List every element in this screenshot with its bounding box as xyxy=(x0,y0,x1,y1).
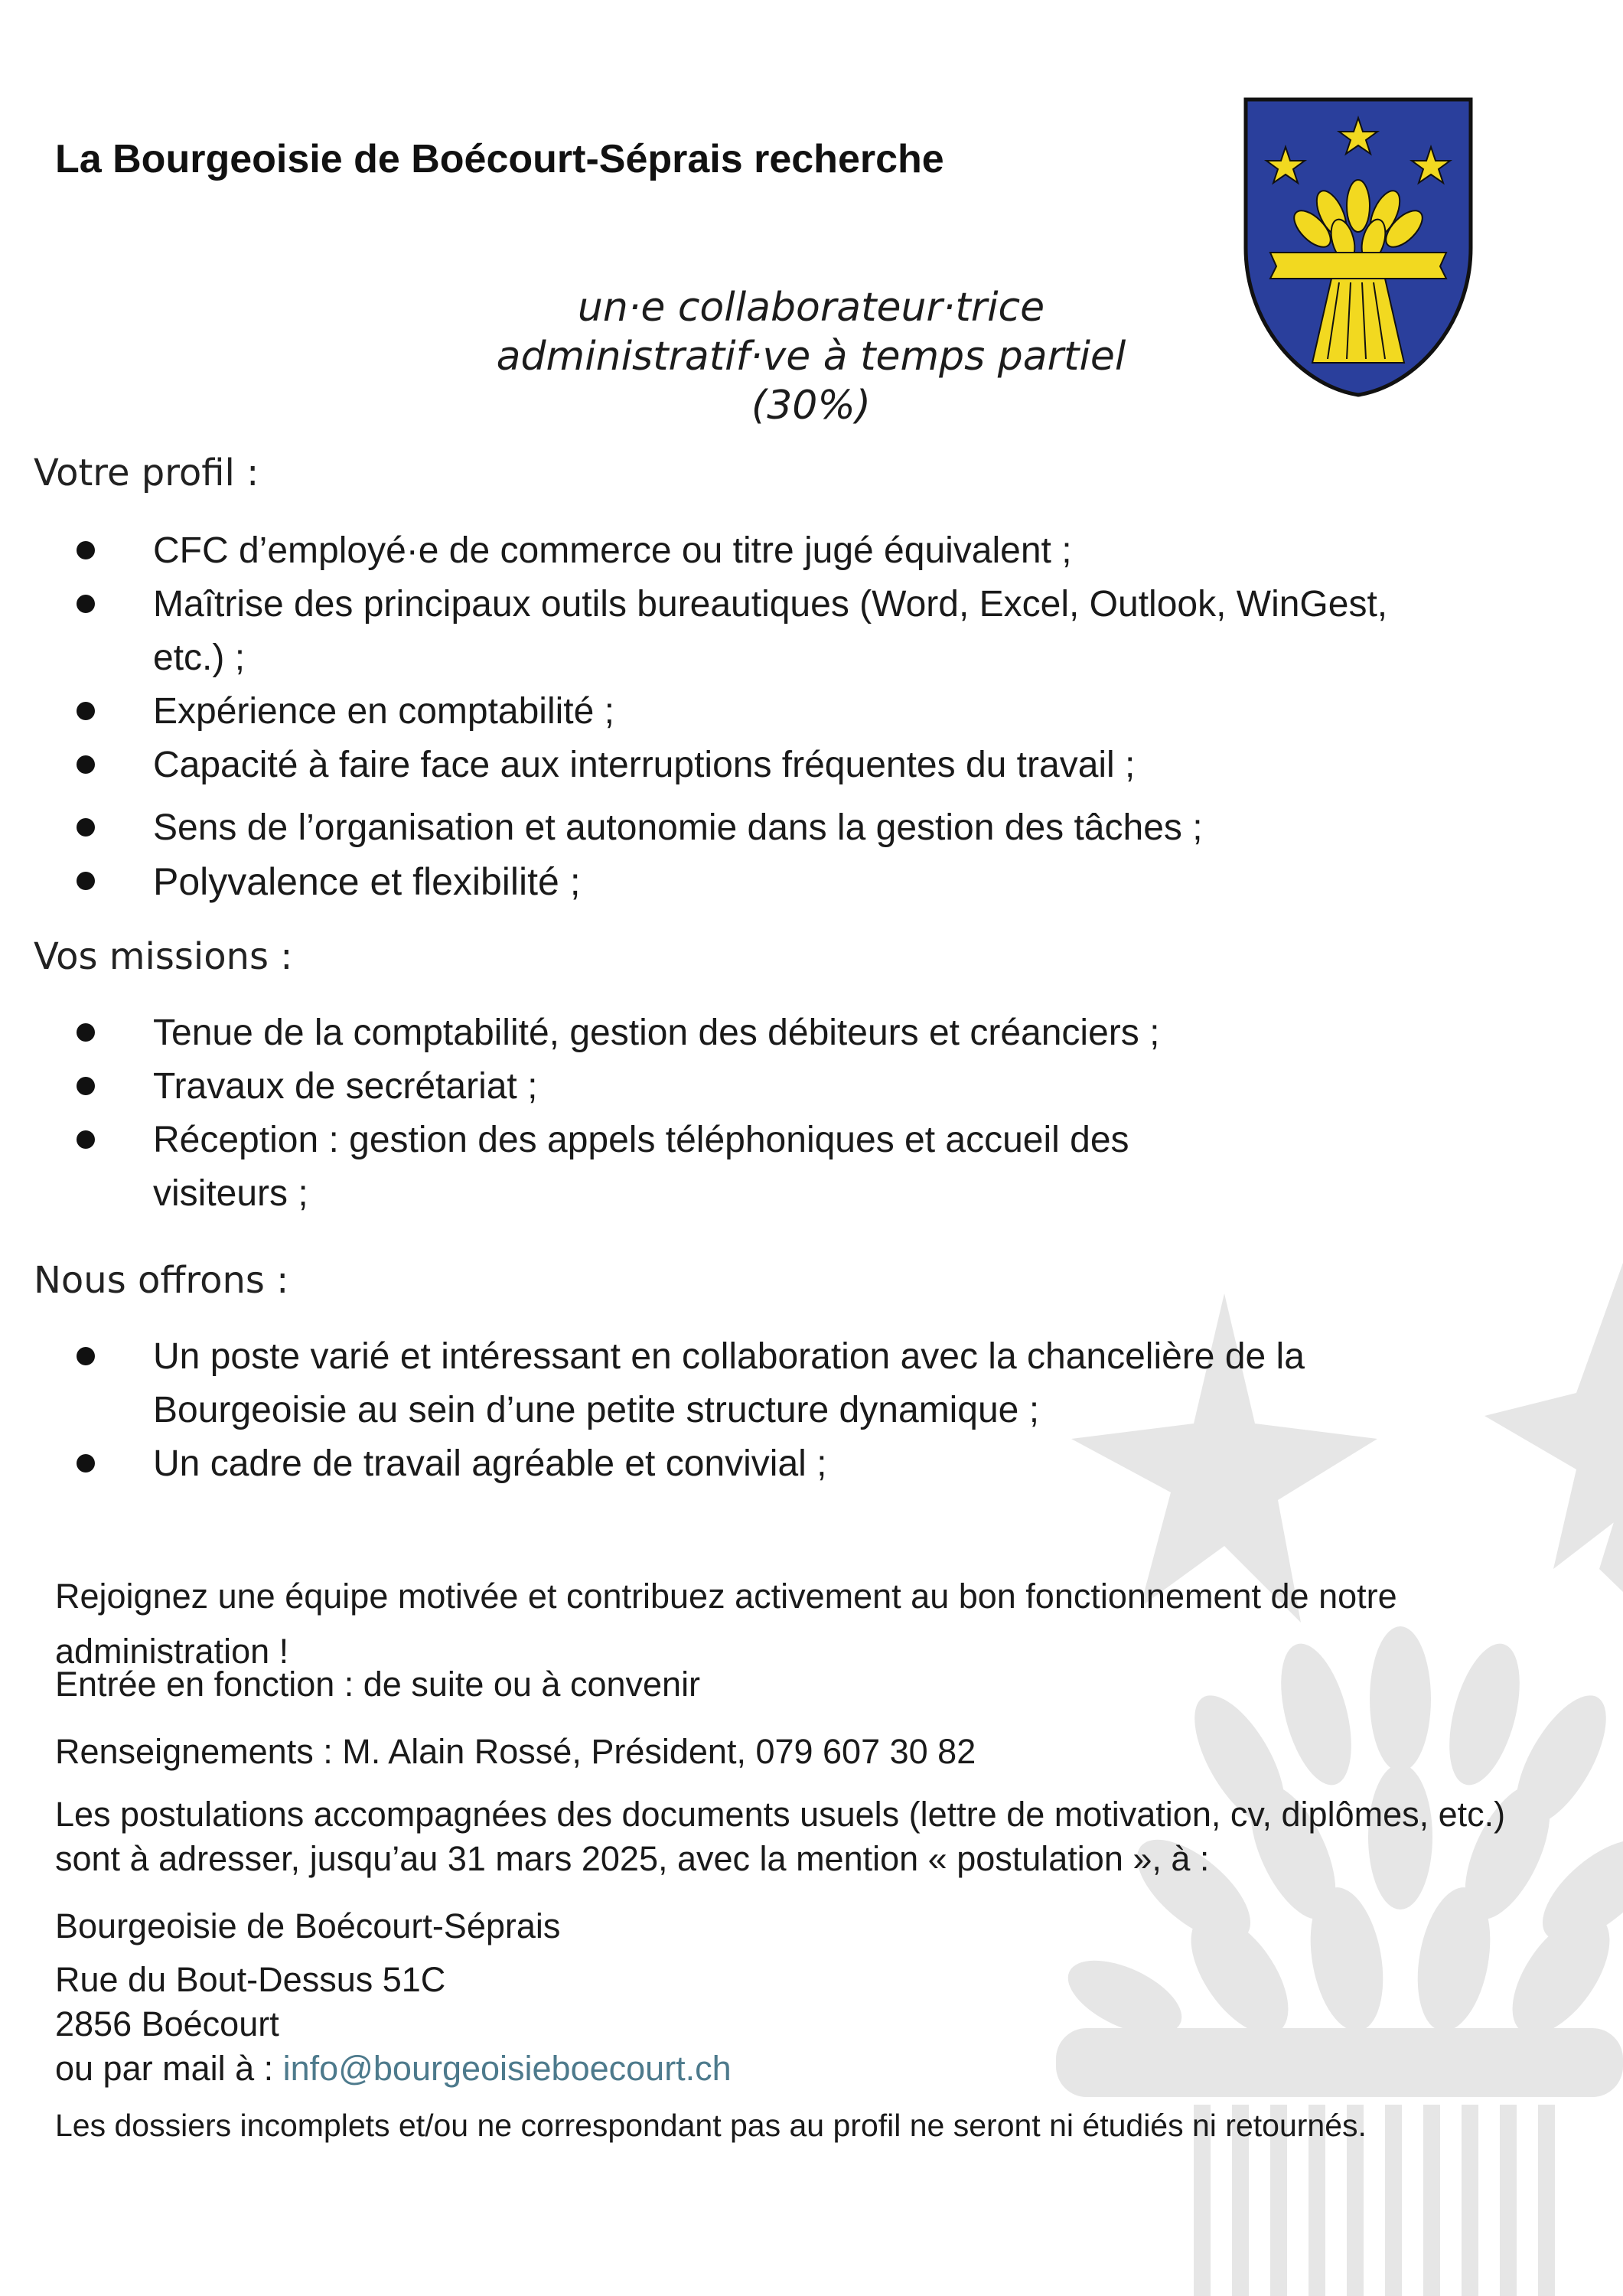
job-title-line-3: (30%) xyxy=(751,383,872,429)
join-text: Rejoignez une équipe motivée et contribuez activement au bon fonctionnement de notre administration ! xyxy=(55,1577,1397,1671)
email-prefix: ou par mail à : xyxy=(55,2049,283,2088)
bullet-icon xyxy=(77,1130,95,1149)
disclaimer: Les dossiers incomplets et/ou ne correspondant pas au profil ne seront ni étudiés ni retournés. xyxy=(55,2108,1367,2143)
list-item: CFC d’employé·e de commerce ou titre jugé équivalent ; xyxy=(77,524,1492,578)
email-line xyxy=(55,2047,1570,2091)
missions-heading: Vos missions : xyxy=(34,935,293,978)
watermark-star-right-2 xyxy=(1484,1263,1623,1569)
list-item: Capacité à faire face aux interruptions fréquentes du travail ; xyxy=(77,739,1492,792)
bullet-icon xyxy=(77,595,95,613)
job-title xyxy=(429,283,1194,430)
job-title-line-1: un·e collaborateur·trice xyxy=(577,285,1045,331)
contact-info: Renseignements : M. Alain Rossé, Président, 079 607 30 82 xyxy=(55,1732,976,1771)
list-item: Polyvalence et flexibilité ; xyxy=(77,855,1492,908)
list-item: Sens de l’organisation et autonomie dans la gestion des tâches ; xyxy=(77,801,1492,855)
list-item: Maîtrise des principaux outils bureautiques (Word, Excel, Outlook, WinGest, etc.) ; xyxy=(77,578,1492,685)
bullet-icon xyxy=(77,1454,95,1473)
coat-of-arms xyxy=(1240,95,1477,401)
profile-list xyxy=(77,524,1492,908)
offer-heading: Nous offrons : xyxy=(34,1259,289,1302)
bullet-icon xyxy=(77,1347,95,1365)
bullet-icon xyxy=(77,1077,95,1095)
profile-heading: Votre profil : xyxy=(34,452,259,494)
list-item: Un cadre de travail agréable et convivial ; xyxy=(77,1437,1492,1491)
address-street: Rue du Bout-Dessus 51C xyxy=(55,1960,446,1999)
address-name: Bourgeoisie de Boécourt-Séprais xyxy=(55,1906,561,1945)
bullet-icon xyxy=(77,755,95,774)
list-item: Tenue de la comptabilité, gestion des débiteurs et créanciers ; xyxy=(77,1006,1492,1060)
email-link[interactable]: info@bourgeoisieboecourt.ch xyxy=(282,2049,732,2088)
page-title: La Bourgeoisie de Boécourt-Séprais recherche xyxy=(55,137,944,181)
address-city: 2856 Boécourt xyxy=(55,2004,279,2043)
list-item: Expérience en comptabilité ; xyxy=(77,685,1492,739)
job-title-line-2: administratif·ve à temps partiel xyxy=(496,334,1126,380)
list-item: Un poste varié et intéressant en collaboration avec la chancelière de la Bourgeoisie au sein d’une petite structure dynamique ; xyxy=(77,1330,1454,1437)
bullet-icon xyxy=(77,872,95,890)
bullet-icon xyxy=(77,541,95,559)
bullet-icon xyxy=(77,702,95,720)
start-date: Entrée en fonction : de suite ou à convenir xyxy=(55,1665,701,1704)
missions-list xyxy=(77,1006,1492,1221)
list-item: Travaux de secrétariat ; xyxy=(77,1060,1492,1114)
application-instructions: Les postulations accompagnées des documents usuels (lettre de motivation, cv, diplômes, etc.) sont à adresser, jusqu’au 31 mars 2025, avec la mention « postulation », à : xyxy=(55,1795,1506,1878)
bullet-icon xyxy=(77,1023,95,1042)
crest-ribbon xyxy=(1270,253,1446,279)
offer-list xyxy=(77,1330,1492,1491)
bullet-icon xyxy=(77,818,95,837)
list-item: Réception : gestion des appels téléphoniques et accueil des visiteurs ; xyxy=(77,1114,1240,1221)
